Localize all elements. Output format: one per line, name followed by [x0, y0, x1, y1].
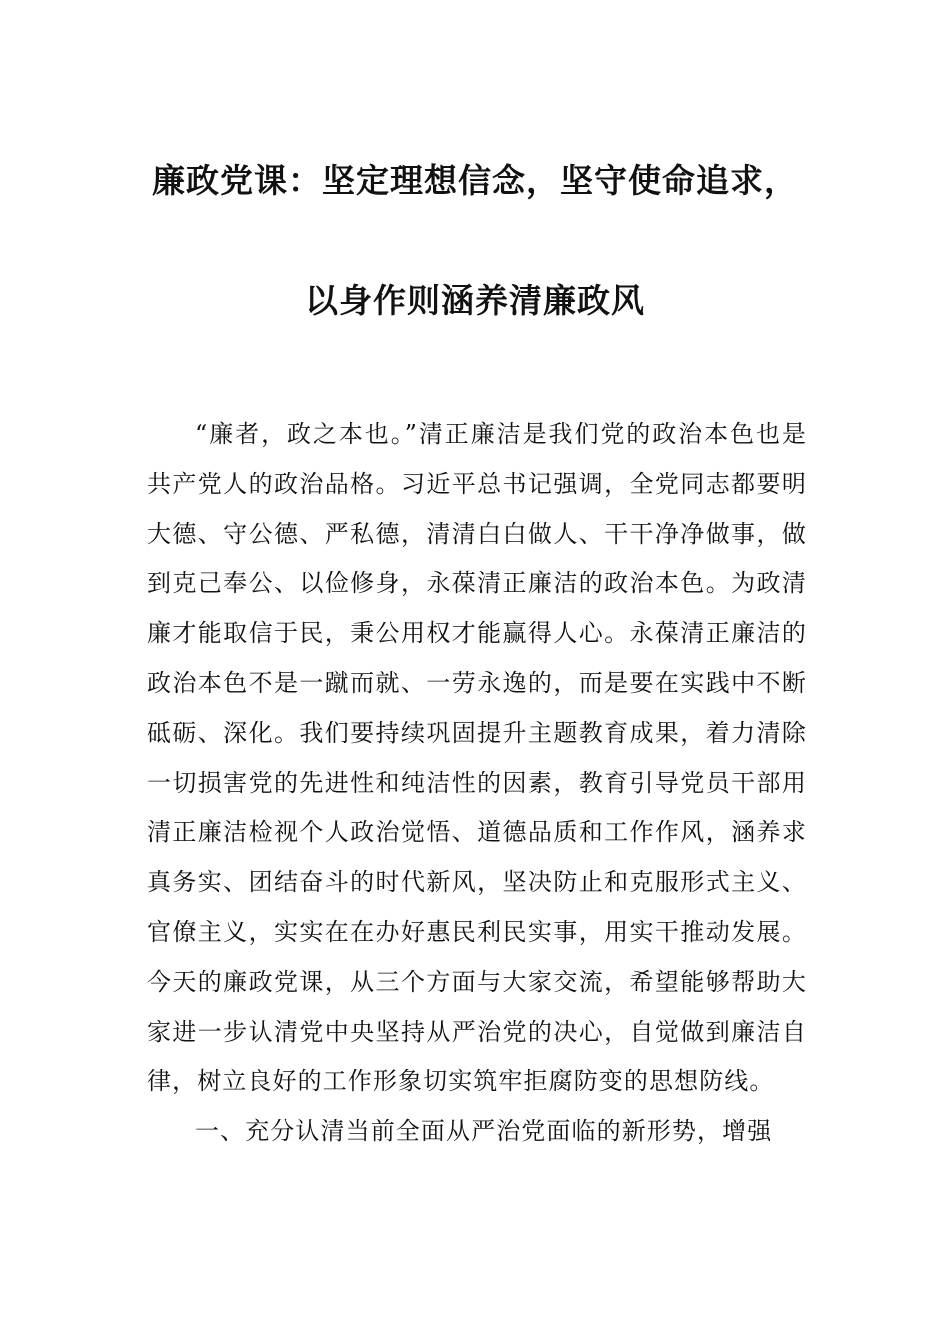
section-one-heading-paragraph: 一、充分认清当前全面从严治党面临的新形势，增强	[195, 1117, 773, 1146]
document-body	[147, 410, 807, 1157]
document-title-line-2: 以身作则涵养清廉政风	[305, 281, 645, 320]
document-title-line-1: 廉政党课：坚定理想信念，坚守使命追求，	[152, 161, 798, 200]
intro-paragraph: “廉者，政之本也。”清正廉洁是我们党的政治本色也是共产党人的政治品格。习近平总书记强调，全党同志都要明大德、守公德、严私德，清清白白做人、干干净净做事，做到克己奉公、以俭修身，永葆清正廉洁的政治本色。为政清廉才能取信于民，秉公用权才能赢得人心。永葆清正廉洁的政治本色不是一蹴而就、一劳永逸的，而是要在实践中不断砥砺、深化。我们要持续巩固提升主题教育成果，着力清除一切损害党的先进性和纯洁性的因素，教育引导党员干部用清正廉洁检视个人政治觉悟、道德品质和工作作风，涵养求真务实、团结奋斗的时代新风，坚决防止和克服形式主义、官僚主义，实实在在办好惠民利民实事，用实干推动发展。今天的廉政党课，从三个方面与大家交流，希望能够帮助大家进一步认清党中央坚持从严治党的决心，自觉做到廉洁自律，树立良好的工作形象切实筑牢拒腐防变的思想防线。	[147, 420, 807, 1096]
